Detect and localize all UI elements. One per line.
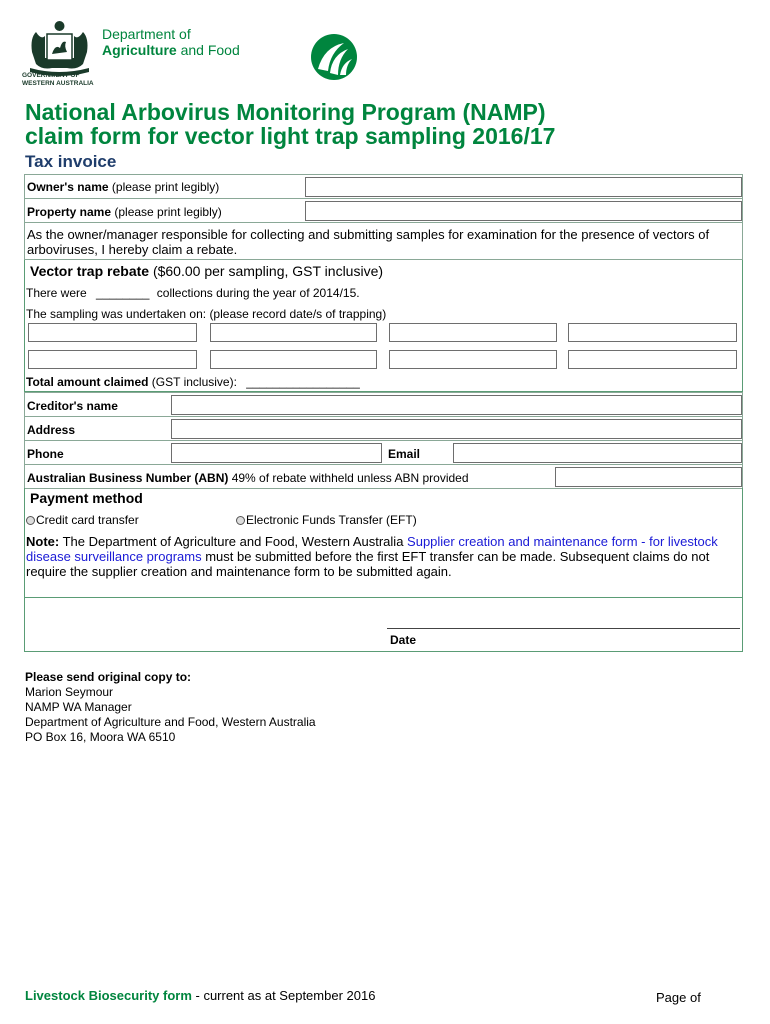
department-name: Department of Agriculture and Food <box>102 26 240 58</box>
address-input[interactable] <box>171 419 742 439</box>
payment-heading: Payment method <box>30 490 143 506</box>
date-input-4[interactable] <box>568 323 737 342</box>
credit-card-radio[interactable] <box>26 516 35 525</box>
owner-row <box>24 174 743 199</box>
collections-count-blank[interactable]: ________ <box>96 286 150 300</box>
signature-section <box>24 597 743 652</box>
sampling-dates-label: The sampling was undertaken on: (please record date/s of trapping) <box>26 307 387 321</box>
department-logo-icon <box>310 33 358 81</box>
credit-card-option[interactable]: Credit card transfer <box>26 513 139 527</box>
date-input-8[interactable] <box>568 350 737 369</box>
creditor-name-input[interactable] <box>171 395 742 415</box>
send-to-block: Please send original copy to: Marion Seymour NAMP WA Manager Department of Agriculture and Food, Western Australia PO Box 16, Moora WA 6510 <box>25 670 316 744</box>
crest-caption: GOVERNMENT OF WESTERN AUSTRALIA <box>22 72 94 87</box>
declaration-text: As the owner/manager responsible for collecting and submitting samples for examination for the presence of vectors of arboviruses, I hereby claim a rebate. <box>27 227 710 257</box>
date-input-3[interactable] <box>389 323 557 342</box>
email-input[interactable] <box>453 443 742 463</box>
date-label: Date <box>390 633 417 647</box>
collections-line: There were ________ collections during the year of 2014/15. <box>26 286 360 300</box>
phone-input[interactable] <box>171 443 382 463</box>
property-label: Property name (please print legibly) <box>27 205 222 219</box>
owner-label: Owner's name (please print legibly) <box>27 180 220 194</box>
date-input-1[interactable] <box>28 323 197 342</box>
eft-option[interactable]: Electronic Funds Transfer (EFT) <box>236 513 417 527</box>
address-row <box>24 416 743 441</box>
date-input-2[interactable] <box>210 323 377 342</box>
creditor-row <box>24 392 743 417</box>
phone-label: Phone <box>27 447 64 461</box>
supplier-form-link[interactable]: Supplier creation and maintenance form - for livestock disease surveillance programs <box>26 534 718 564</box>
owner-name-input[interactable] <box>305 177 742 197</box>
declaration-row <box>24 222 743 260</box>
creditor-label: Creditor's name <box>27 399 118 413</box>
property-name-input[interactable] <box>305 201 742 221</box>
eft-radio[interactable] <box>236 516 245 525</box>
payment-note: Note: The Department of Agriculture and Food, Western Australia Supplier creation and maintenance form - for livestock disease surveillance programs must be submitted before the first EFT transfer can be made. Subsequent claims do not require the supplier creation and maintenance form to be submitted again. <box>26 534 718 579</box>
page-number: Page of <box>656 990 701 1005</box>
date-line[interactable] <box>387 628 740 629</box>
total-amount-line: Total amount claimed (GST inclusive): _________________ <box>26 375 360 389</box>
abn-row <box>24 464 743 489</box>
property-row <box>24 198 743 223</box>
date-input-5[interactable] <box>28 350 197 369</box>
abn-label: Australian Business Number (ABN) 49% of rebate withheld unless ABN provided <box>27 471 469 485</box>
date-input-6[interactable] <box>210 350 377 369</box>
phone-email-row <box>24 440 743 465</box>
tax-invoice-heading: Tax invoice <box>25 152 117 171</box>
rebate-heading: Vector trap rebate ($60.00 per sampling, GST inclusive) <box>30 263 384 279</box>
email-label: Email <box>388 447 421 461</box>
address-label: Address <box>27 423 76 437</box>
total-amount-blank[interactable]: _________________ <box>246 375 360 389</box>
date-input-7[interactable] <box>389 350 557 369</box>
page-title: National Arbovirus Monitoring Program (NAMP) claim form for vector light trap sampling 2016/17 <box>25 99 556 149</box>
footer-text: Livestock Biosecurity form - current as at September 2016 <box>25 988 376 1003</box>
abn-input[interactable] <box>555 467 742 487</box>
